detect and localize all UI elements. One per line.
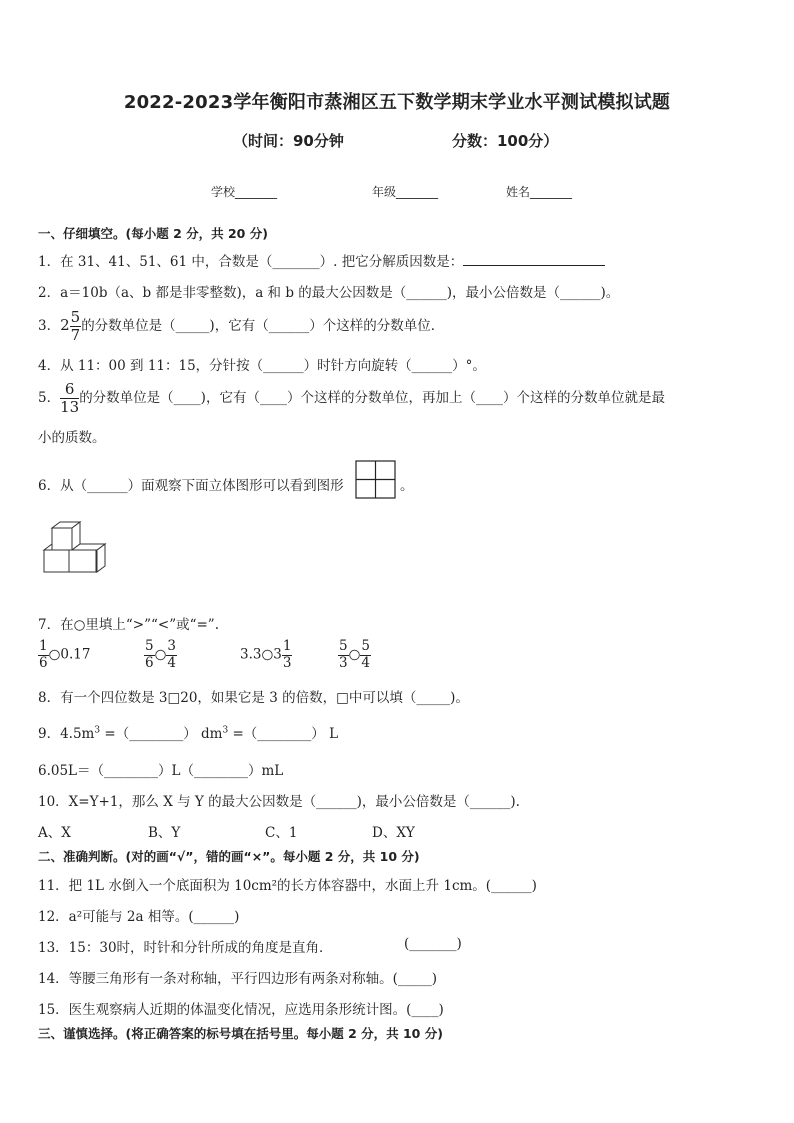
page-title: 2022-2023学年衡阳市蒸湘区五下数学期末学业水平测试模拟试题	[123, 92, 671, 113]
question-7-item-d	[338, 640, 371, 670]
denominator: 13	[60, 398, 80, 416]
question-7-item-a	[38, 640, 90, 670]
question-5-text: 的分数单位是（____)，它有（____）个这样的分数单位，再加上（____）个这样的分数单位就是最	[79, 390, 665, 406]
denominator: 6	[145, 654, 154, 671]
question-1	[38, 250, 605, 270]
section-2-heading: 二、准确判断。(对的画“√”，错的画“×”。每小题 2 分，共 10 分)	[38, 849, 420, 864]
fraction	[166, 640, 177, 670]
mixed-number-whole: 2	[60, 316, 70, 334]
question-3-number: 3．	[38, 318, 61, 334]
fraction	[60, 382, 79, 415]
fraction	[38, 640, 49, 670]
question-13: 13．15：30时，时针和分针所成的角度是直角．	[38, 940, 333, 956]
exponent: 3	[94, 725, 101, 736]
section-1-heading: 一、仔细填空。(每小题 2 分，共 20 分)	[38, 226, 268, 241]
numerator: 5	[339, 638, 348, 654]
question-9-part-a: 9．4.5m	[38, 726, 95, 742]
denominator: 3	[282, 654, 292, 671]
comparison-text: 3.3○3	[240, 646, 282, 663]
question-6	[38, 474, 344, 494]
question-5-continued: 小的质数。	[38, 430, 106, 446]
name-field: 姓名_______	[506, 185, 573, 199]
question-1-text: 1．在 31、41、51、61 中，合数是（_______）. 把它分解质因数是：	[38, 254, 464, 270]
fraction	[338, 640, 349, 670]
fraction	[282, 640, 293, 670]
question-3-text: 的分数单位是（_____)，它有（______）个这样的分数单位．	[81, 318, 445, 334]
numerator: 1	[282, 638, 292, 654]
fraction	[144, 640, 155, 670]
section-3-heading: 三、谨慎选择。(将正确答案的标号填在括号里。每小题 2 分，共 10 分)	[38, 1026, 443, 1041]
question-12: 12．a²可能与 2a 相等。(______)	[38, 909, 240, 925]
numerator: 6	[60, 382, 79, 399]
exam-score: 分数：100分）	[452, 132, 559, 150]
question-10-option-a: A、X	[38, 825, 71, 841]
question-4: 4．从 11：00 到 11：15，分针按（______）时针方向旋转（______）°。	[38, 358, 486, 374]
school-field: 学校_______	[211, 185, 278, 199]
question-15: 15．医生观察病人近期的体温变化情况，应选用条形统计图。(____)	[38, 1002, 444, 1018]
fraction	[360, 640, 371, 670]
comparison-text: ○0.17	[48, 646, 91, 663]
question-5	[38, 382, 665, 415]
numerator: 5	[361, 638, 370, 654]
question-10-option-b: B、Y	[148, 825, 181, 841]
question-6-end: 。	[400, 478, 414, 494]
question-10-option-d: D、XY	[372, 825, 415, 841]
comparison-circle: ○	[154, 646, 167, 663]
question-10-option-c: C、1	[265, 825, 298, 841]
denominator: 7	[70, 326, 81, 344]
question-9	[38, 722, 338, 742]
question-7-item-c	[240, 640, 292, 670]
question-9-second-line: 6.05L＝（________）L（________）mL	[38, 763, 284, 779]
grid-view-figure	[355, 460, 397, 500]
numerator: 5	[145, 638, 154, 654]
comparison-circle: ○	[348, 646, 361, 663]
question-8: 8．有一个四位数是 3□20，如果它是 3 的倍数，□中可以填（_____)。	[38, 690, 469, 706]
question-9-part-b: =（________） dm	[100, 726, 223, 742]
exponent: 3	[222, 725, 229, 736]
question-3	[38, 310, 444, 343]
exam-time: （时间：90分钟	[233, 132, 344, 150]
question-9-part-c: =（________） L	[228, 726, 339, 742]
cube-stack-figure	[40, 520, 112, 584]
numerator: 3	[167, 638, 176, 654]
denominator: 6	[39, 654, 48, 671]
grade-field: 年级_______	[372, 185, 439, 199]
question-11: 11．把 1L 水倒入一个底面积为 10cm²的长方体容器中，水面上升 1cm。(______)	[38, 878, 537, 894]
denominator: 3	[339, 654, 348, 671]
answer-line	[463, 251, 605, 266]
question-10: 10．X=Y+1，那么 X 与 Y 的最大公因数是（______)，最小公倍数是（______).	[38, 794, 520, 810]
numerator: 5	[70, 308, 81, 326]
question-6-text: 6．从（______）面观察下面立体图形可以看到图形	[38, 478, 344, 494]
question-7: 7．在○里填上“>”“<”或“=”.	[38, 617, 220, 633]
question-5-number: 5．	[38, 390, 61, 406]
denominator: 4	[361, 654, 370, 671]
question-7-item-b	[144, 640, 177, 670]
question-13-answer: (_______)	[404, 936, 462, 952]
question-14: 14．等腰三角形有一条对称轴，平行四边形有两条对称轴。(_____)	[38, 971, 437, 987]
denominator: 4	[167, 654, 176, 671]
numerator: 1	[39, 638, 48, 654]
question-2: 2．a＝10b（a、b 都是非零整数)，a 和 b 的最大公因数是（______)，最小公倍数是（______)。	[38, 285, 620, 301]
fraction	[70, 310, 82, 343]
